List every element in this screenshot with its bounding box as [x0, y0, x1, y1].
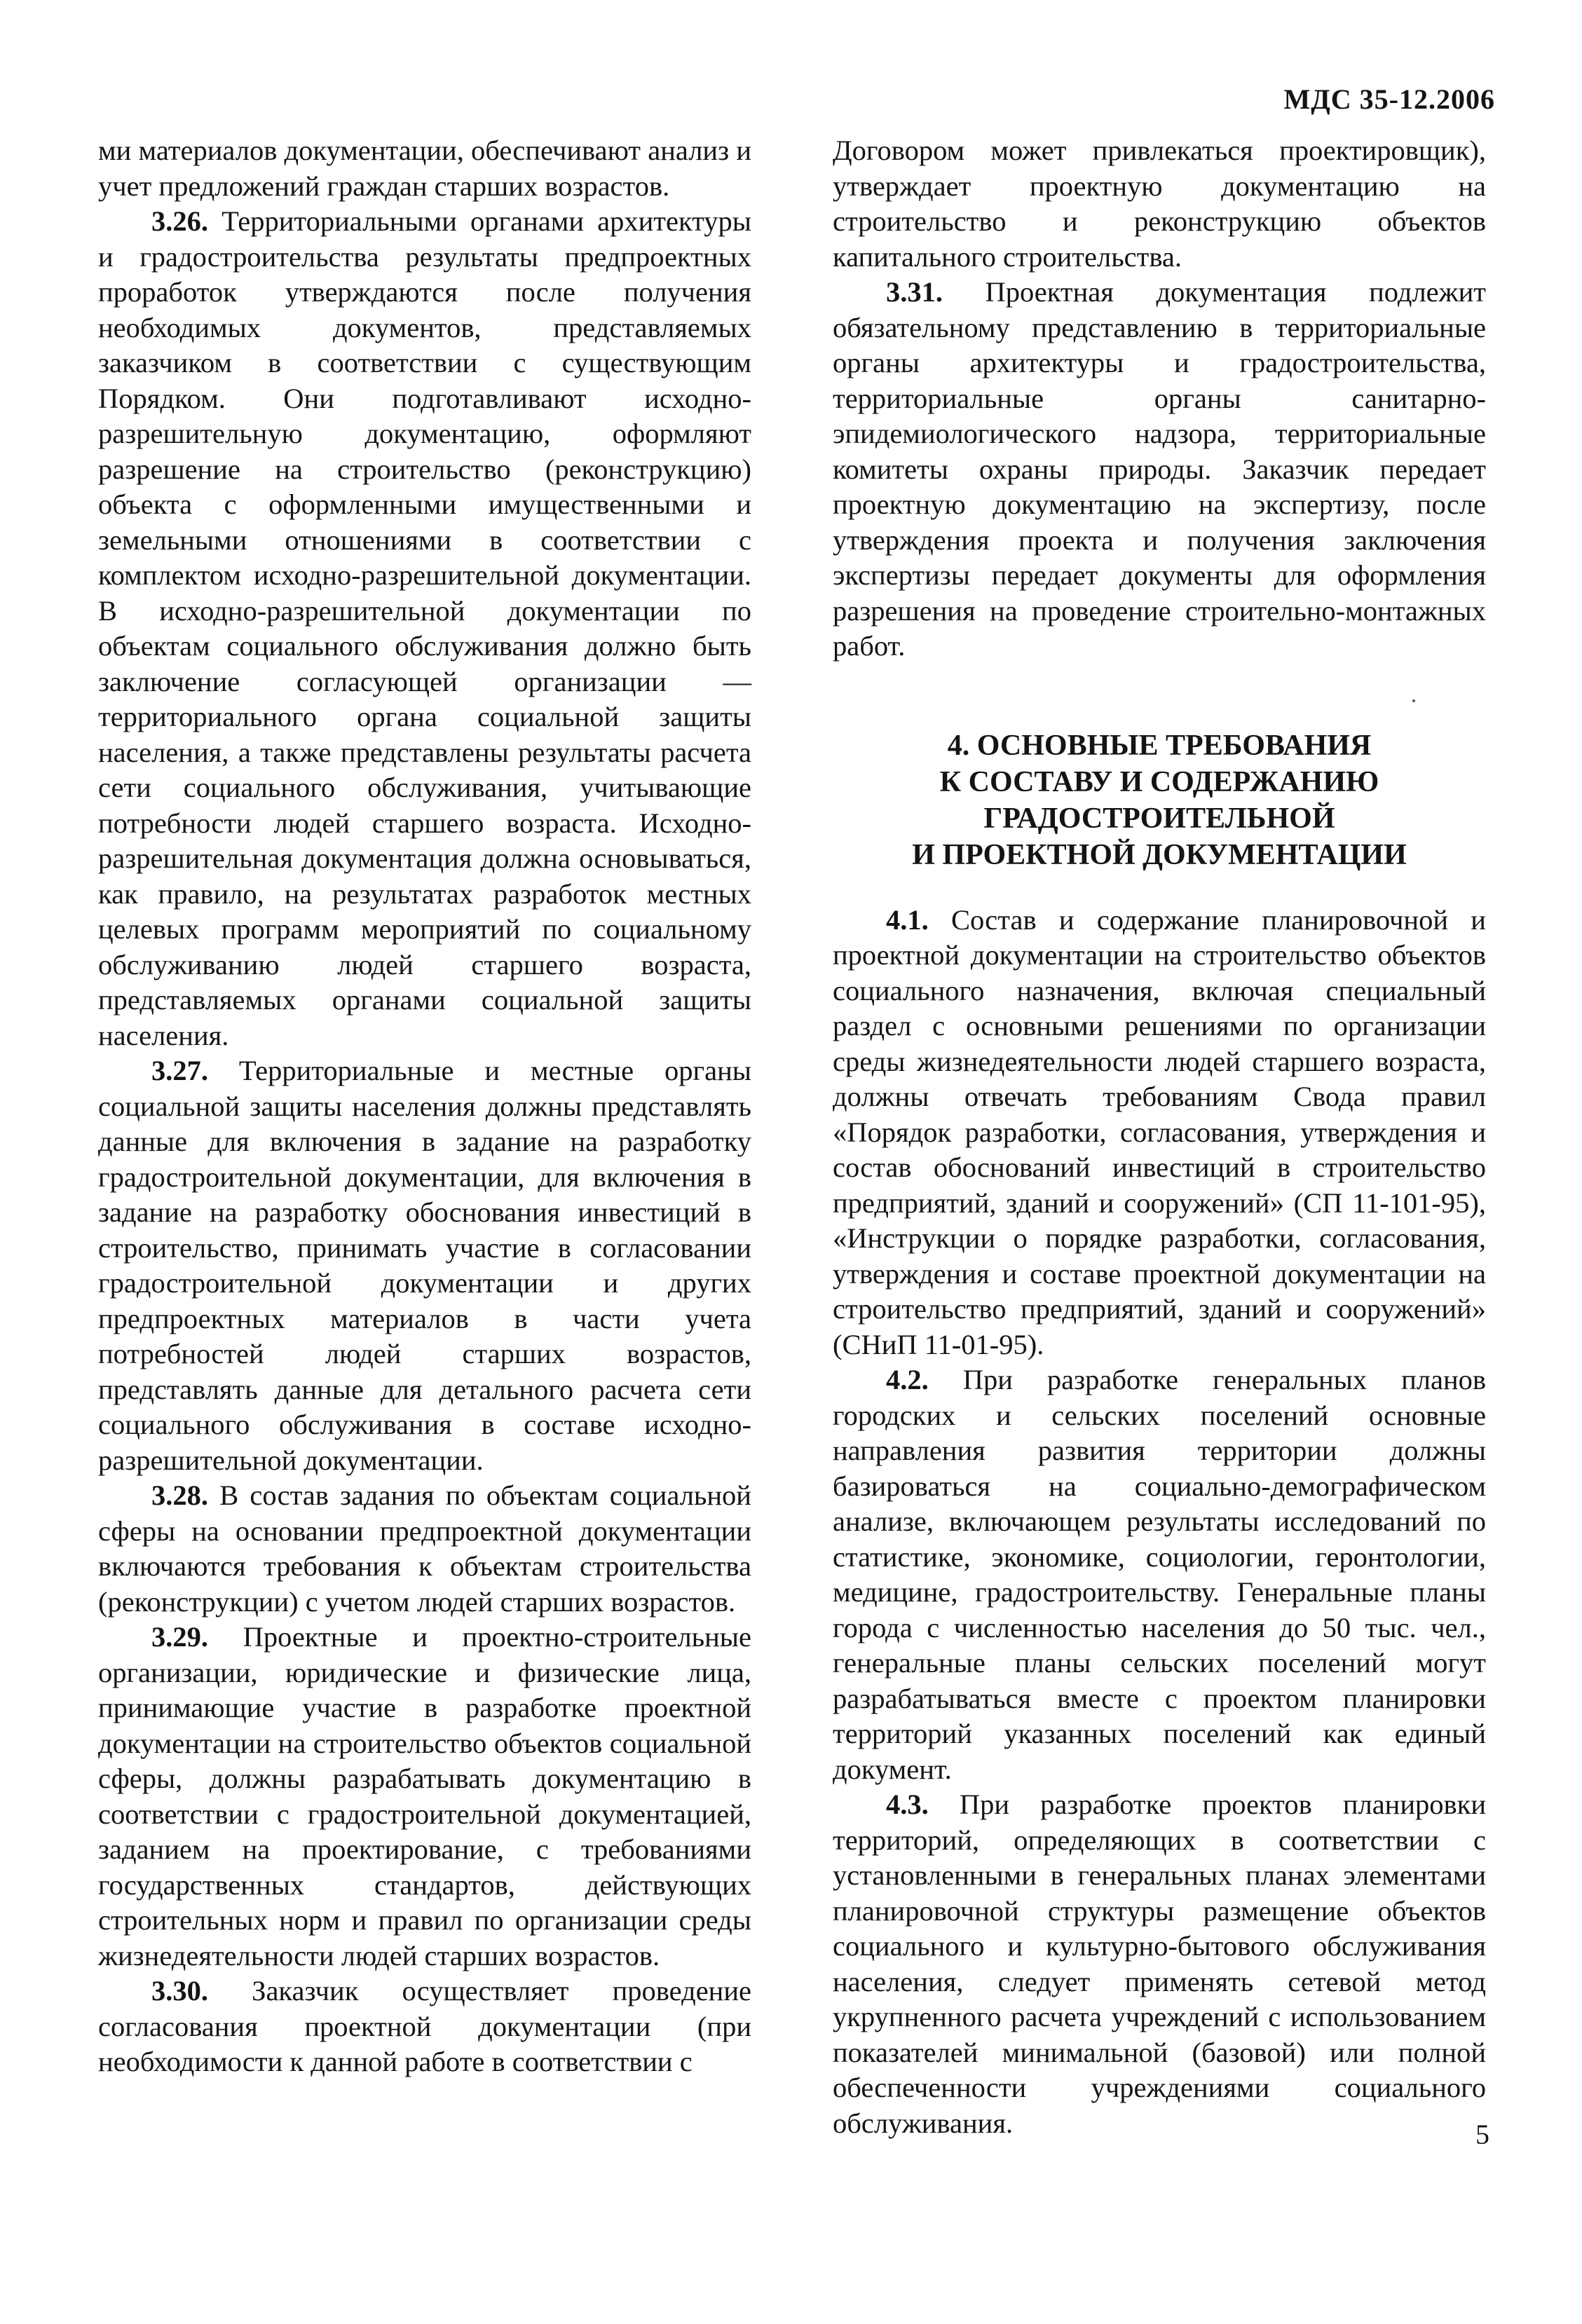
paragraph-4-1 — [833, 903, 1486, 1363]
section-heading-line: К СОСТАВУ И СОДЕРЖАНИЮ — [939, 765, 1379, 798]
clause-text: Территориальные и местные органы социальной защиты населения должны представлять данные для включения в задание на разработку градостроительной документации, для включения в задание на разработку обоснования инвестиций в строительство, принимать участие в согласовании градостроительной документации и других предпроектных материалов в части учета потребностей людей старших возрастов, представлять данные для детального расчета сети социального обслуживания в составе исходно-разрешительной документации. — [98, 1055, 751, 1476]
section-heading — [833, 727, 1486, 873]
clause-number: 3.27. — [151, 1055, 208, 1086]
clause-text: При разработке проектов планировки территорий, определяющих в соответствии с установленными в генеральных планах элементами планировочной структуры размещение объектов социального и культурно-бытового обслуживания населения, следует применять сетевой метод укрупненного расчета учреждений с использованием показателей минимальной (базовой) или полной обеспеченности учреждениями социального обслуживания. — [833, 1789, 1486, 2139]
clause-number: 3.26. — [151, 205, 208, 237]
clause-number: 4.2. — [886, 1364, 929, 1395]
section-heading-line: ГРАДОСТРОИТЕЛЬНОЙ — [983, 802, 1335, 835]
clause-number: 3.29. — [151, 1621, 208, 1653]
clause-text: При разработке генеральных планов городских и сельских поселений основные направления развития территории должны базироваться на социально-демографическом анализе, включающем результаты исследований по статистике, экономике, социологии, геронтологии, медицине, градостроительству. Генеральные планы города с численностью населения до 50 тыс. чел., генеральные планы сельских поселений могут разрабатываться вместе с проектом планировки территорий указанных поселений как единый документ. — [833, 1364, 1486, 1785]
paragraph-4-2 — [833, 1362, 1486, 1787]
paragraph-continuation: ми материалов документации, обеспечивают анализ и учет предложений граждан старших возрастов. — [98, 135, 751, 202]
paragraph-continuation: Договором может привлекаться проектировщик), утверждает проектную документацию на строительство и реконструкцию объектов капитального строительства. — [833, 135, 1486, 273]
clause-text: В состав задания по объектам социальной сферы на основании предпроектной документации включаются требования к объектам строительства (реконструкции) с учетом людей старших возрастов. — [98, 1479, 751, 1618]
clause-number: 3.31. — [886, 276, 943, 308]
section-heading-line: И ПРОЕКТНОЙ ДОКУМЕНТАЦИИ — [912, 838, 1407, 871]
clause-number: 3.28. — [151, 1479, 208, 1511]
paragraph-3-27 — [98, 1053, 751, 1478]
page-number: 5 — [1475, 2119, 1489, 2150]
paragraph-3-26 — [98, 204, 751, 1053]
right-column — [833, 133, 1486, 2141]
clause-number: 4.3. — [886, 1789, 929, 1820]
clause-text: Состав и содержание планировочной и проектной документации на строительство объектов социального назначения, включая специальный раздел с основными решениями по организации среды жизнедеятельности людей старшего возраста, должны отвечать требованиям Свода правил «Порядок разработки, согласования, утверждения и состав обоснований инвестиций в строительство предприятий, зданий и сооружений» (СП 11-101-95), «Инструкции о порядке разработки, согласования, утверждения и составе проектной документации на строительство предприятий, зданий и сооружений» (СНиП 11-01-95). — [833, 903, 1486, 1360]
section-heading-line: 4. ОСНОВНЫЕ ТРЕБОВАНИЯ — [947, 729, 1372, 762]
document-code: МДС 35-12.2006 — [1283, 83, 1495, 115]
left-column — [98, 133, 751, 2080]
clause-number: 4.1. — [886, 903, 929, 936]
clause-text: Заказчик осуществляет проведение согласования проектной документации (при необходимости к данной работе в соответствии с — [98, 1975, 751, 2077]
clause-text: Проектные и проектно-строительные организации, юридические и физические лица, принимающие участие в разработке проектной документации на строительство объектов социальной сферы, должны разрабатывать документацию в соответствии с градостроительной документацией, заданием на проектирование, с требованиями государственных стандартов, действующих строительных норм и правил по организации среды жизнедеятельности людей старших возрастов. — [98, 1621, 751, 1971]
scan-speck — [1412, 699, 1415, 702]
clause-number: 3.30. — [151, 1975, 208, 2007]
paragraph-3-28 — [98, 1478, 751, 1620]
clause-text: Проектная документация подлежит обязательному представлению в территориальные органы архитектуры и градостроительства, территориальные органы санитарно-эпидемиологического надзора, территориальные комитеты охраны природы. Заказчик передает проектную документацию на экспертизу, после утверждения проекта и получения заключения экспертизы передает документы для оформления разрешения на проведение строительно-монтажных работ. — [833, 276, 1486, 662]
clause-text: Территориальными органами архитектуры и градостроительства результаты предпроектных проработок утверждаются после получения необходимых документов, представляемых заказчиком в соответствии с существующим Порядком. Они подготавливают исходно-разрешительную документацию, оформляют разрешение на строительство (реконструкцию) объекта с оформленными имущественными и земельными отношениями в соответствии с комплектом исходно-разрешительной документации. В исходно-разрешительной документации по объектам социального обслуживания должно быть заключение согласующей организации — территориального органа социальной защиты населения, а также представлены результаты расчета сети социального обслуживания, учитывающие потребности людей старшего возраста. Исходно-разрешительная документация должна основываться, как правило, на результатах разработок местных целевых программ мероприятий по социальному обслуживанию людей старшего возраста, представляемых органами социальной защиты населения. — [98, 205, 751, 1051]
paragraph-4-3 — [833, 1787, 1486, 2141]
paragraph-3-30 — [98, 1974, 751, 2080]
paragraph-3-29 — [98, 1620, 751, 1974]
paragraph-3-31 — [833, 275, 1486, 664]
